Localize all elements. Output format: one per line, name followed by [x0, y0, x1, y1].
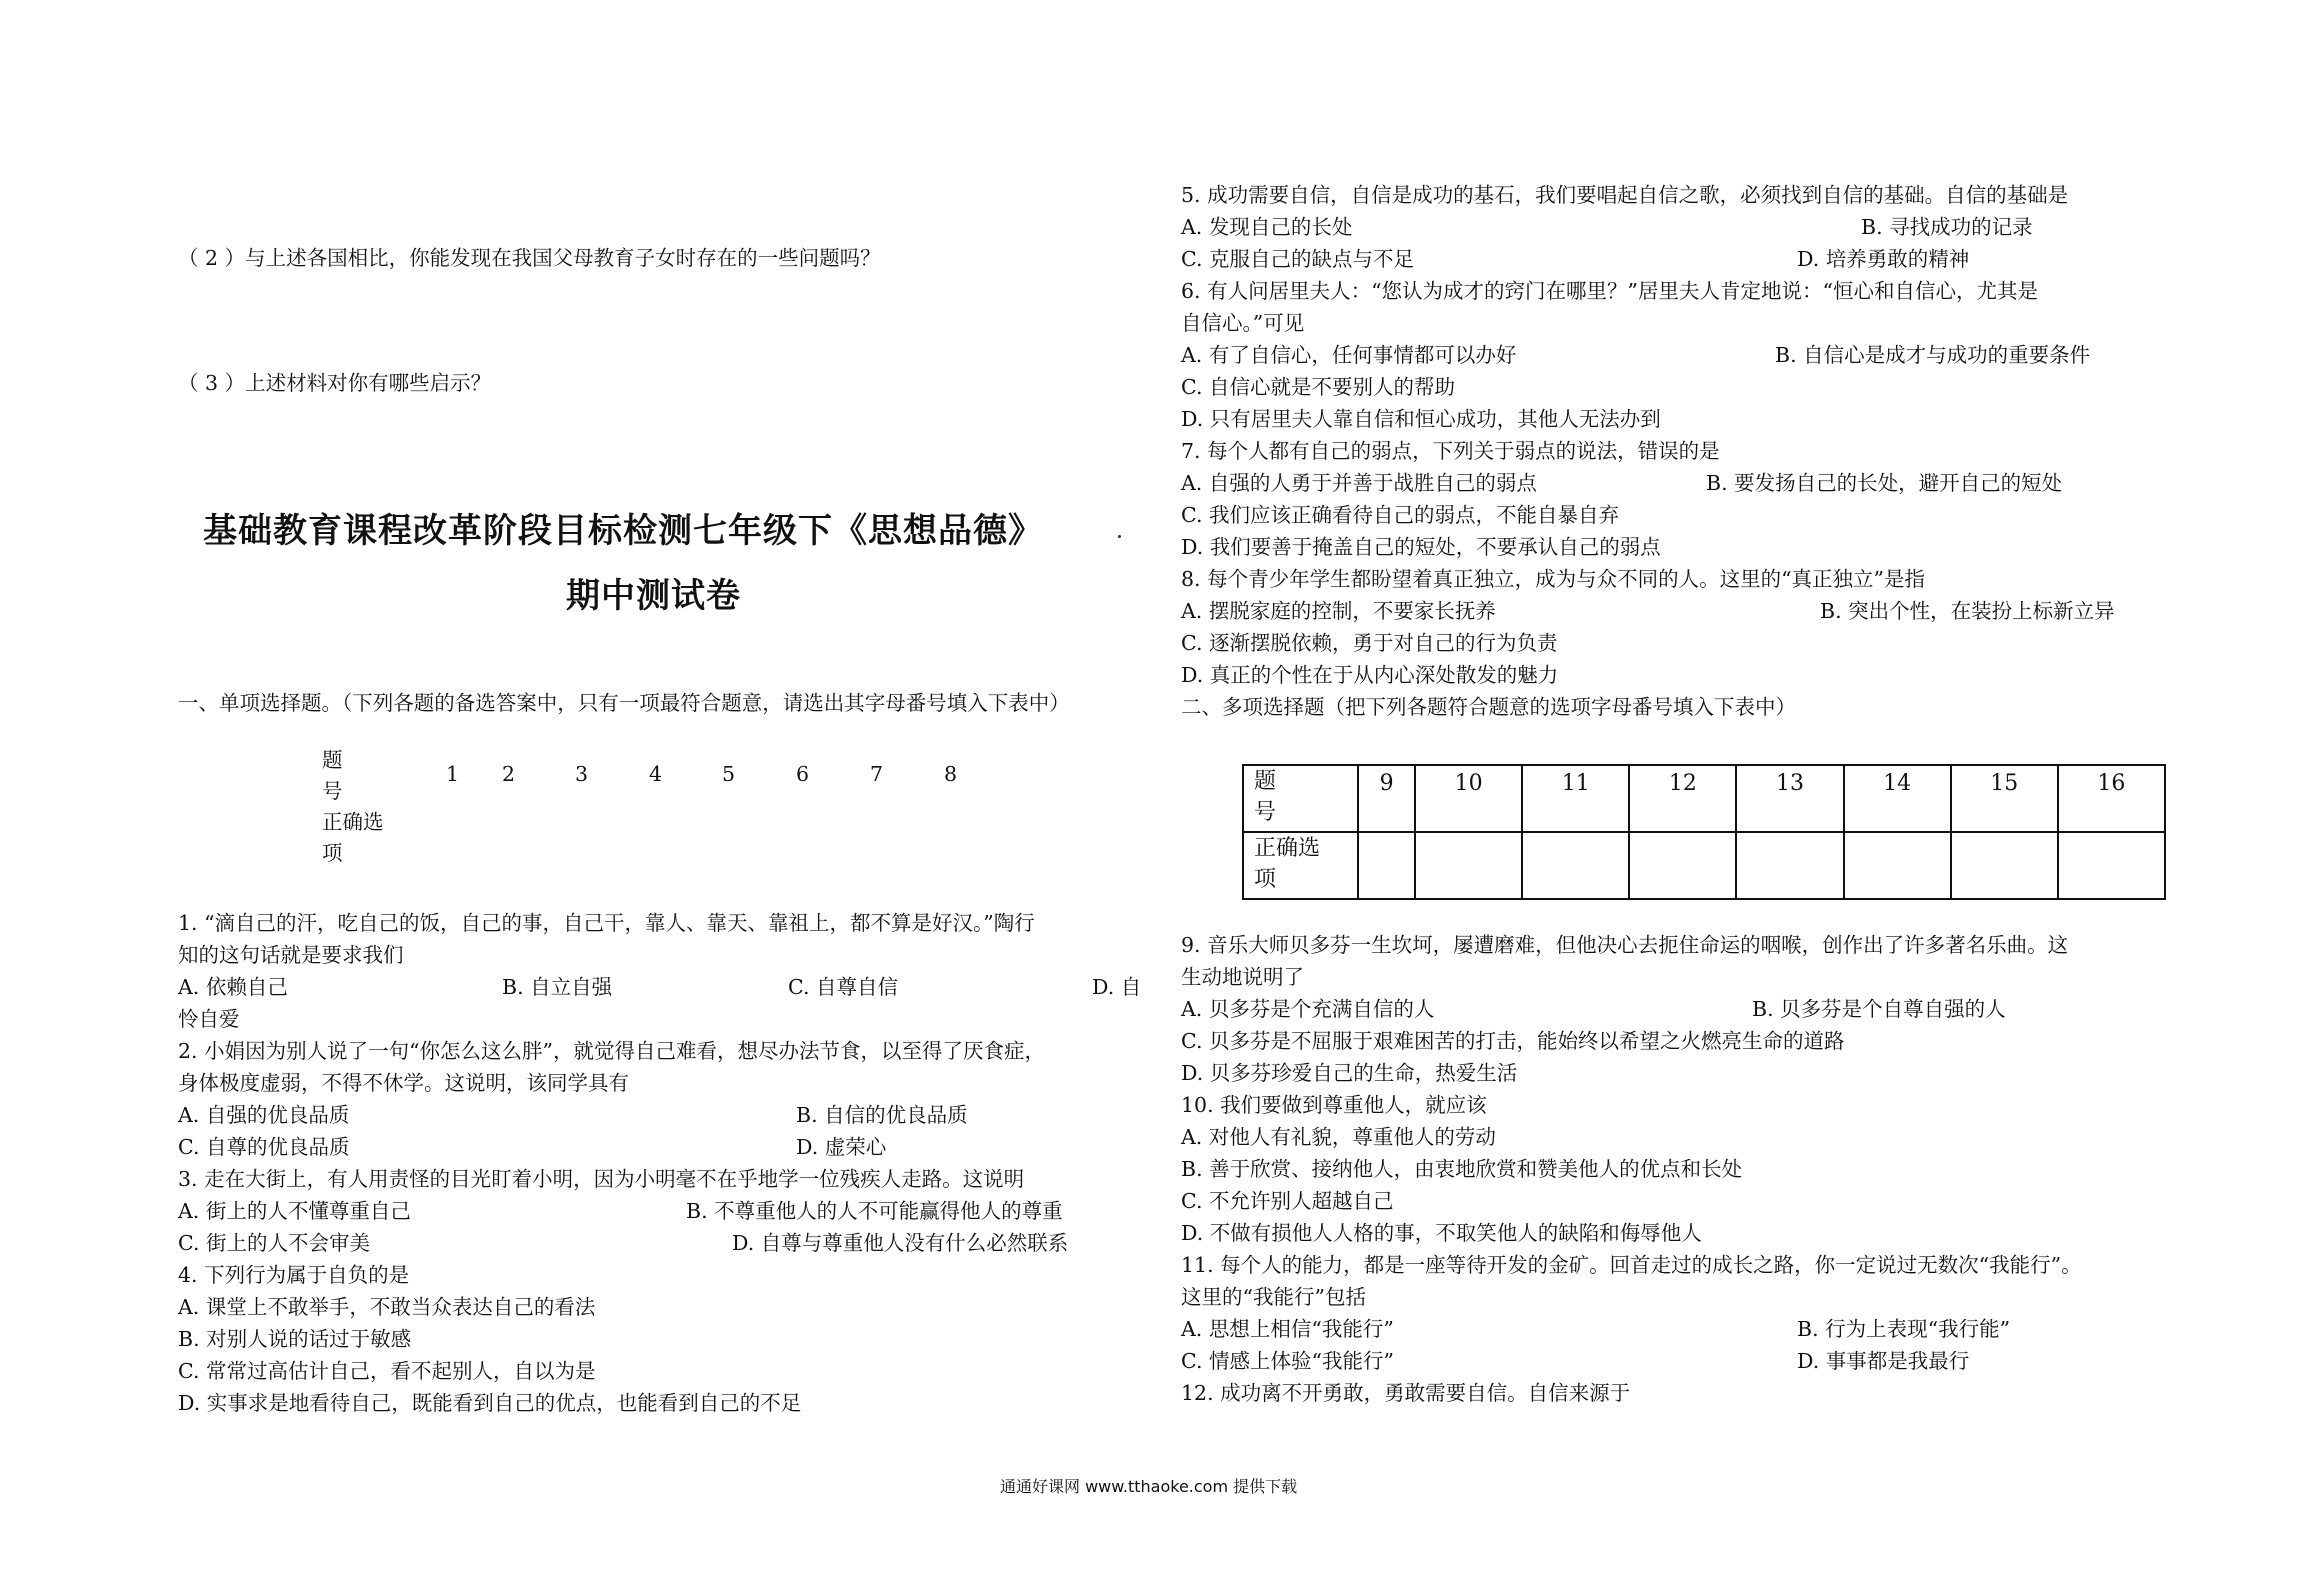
q3-option-a: A. 街上的人不懂尊重自己: [178, 1199, 411, 1223]
q10-option-a: A. 对他人有礼貌，尊重他人的劳动: [1181, 1125, 1496, 1149]
table-cell: 9: [1358, 765, 1415, 832]
q1-stem: 1. “滴自己的汗，吃自己的饭，自己的事，自己干，靠人、靠天、靠祖上，都不算是好汉。”陶行: [178, 911, 1035, 935]
page-subtitle: 期中测试卷: [566, 576, 741, 616]
q10-stem: 10. 我们要做到尊重他人，就应该: [1181, 1093, 1487, 1117]
q11-option-d: D. 事事都是我最行: [1797, 1349, 1970, 1373]
q11-option-a: A. 思想上相信“我能行”: [1181, 1317, 1394, 1341]
table-row-label: 项: [322, 841, 343, 865]
q9-option-d: D. 贝多芬珍爱自己的生命，热爱生活: [1181, 1061, 1518, 1085]
q9-stem: 生动地说明了: [1181, 965, 1304, 989]
q3-option-c: C. 街上的人不会审美: [178, 1231, 370, 1255]
q2-option-d: D. 虚荣心: [796, 1135, 887, 1159]
q1-stem: 知的这句话就是要求我们: [178, 943, 404, 967]
table-cell: 14: [1844, 765, 1951, 832]
q10-option-b: B. 善于欣赏、接纳他人，由衷地欣赏和赞美他人的优点和长处: [1181, 1157, 1743, 1181]
table-header-text: 号: [1254, 800, 1277, 825]
q12-stem: 12. 成功离不开勇敢，勇敢需要自信。自信来源于: [1181, 1381, 1631, 1405]
q11-stem: 11. 每个人的能力，都是一座等待开发的金矿。回首走过的成长之路，你一定说过无数次“我能行”。: [1181, 1253, 2082, 1277]
q5-option-c: C. 克服自己的缺点与不足: [1181, 247, 1414, 271]
q8-stem: 8. 每个青少年学生都盼望着真正独立，成为与众不同的人。这里的“真正独立”是指: [1181, 567, 1926, 591]
q11-option-b: B. 行为上表现“我行能”: [1797, 1317, 2011, 1341]
q4-option-d: D. 实事求是地看待自己，既能看到自己的优点，也能看到自己的不足: [178, 1391, 802, 1415]
q1-option-a: A. 依赖自己: [178, 975, 288, 999]
q3-stem: 3. 走在大街上，有人用责怪的目光盯着小明，因为小明毫不在乎地学一位残疾人走路。这说明: [178, 1167, 1025, 1191]
section-2-heading: 二、多项选择题（把下列各题符合题意的选项字母番号填入下表中）: [1181, 695, 1796, 719]
q1-option-b: B. 自立自强: [502, 975, 613, 999]
table-cell: 16: [2058, 765, 2165, 832]
q2-stem: 身体极度虚弱，不得不休学。这说明，该同学具有: [178, 1071, 629, 1095]
q7-option-b: B. 要发扬自己的长处，避开自己的短处: [1706, 471, 2063, 495]
q5-option-d: D. 培养勇敢的精神: [1797, 247, 1970, 271]
q6-option-c: C. 自信心就是不要别人的帮助: [1181, 375, 1455, 399]
table-header-text: 题: [1254, 769, 1277, 794]
q5-stem: 5. 成功需要自信，自信是成功的基石，我们要唱起自信之歌，必须找到自信的基础。自信的基础是: [1181, 183, 2069, 207]
table-cell: 2: [502, 762, 516, 786]
q2-option-a: A. 自强的优良品质: [178, 1103, 350, 1127]
q8-option-c: C. 逐渐摆脱依赖，勇于对自己的行为负责: [1181, 631, 1558, 655]
table-cell: 7: [870, 762, 884, 786]
table-cell: 13: [1736, 765, 1843, 832]
table-cell: 6: [796, 762, 810, 786]
q4-stem: 4. 下列行为属于自负的是: [178, 1263, 410, 1287]
answer-cell[interactable]: [2058, 832, 2165, 899]
q1-option-c: C. 自尊自信: [788, 975, 898, 999]
q2-option-c: C. 自尊的优良品质: [178, 1135, 350, 1159]
table-row-label: 正确选: [322, 810, 384, 834]
footer-source: 通通好课网 www.tthaoke.com 提供下载: [1000, 1477, 1298, 1496]
q9-option-c: C. 贝多芬是不屈服于艰难困苦的打击，能始终以希望之火燃亮生命的道路: [1181, 1029, 1845, 1053]
q7-option-c: C. 我们应该正确看待自己的弱点，不能自暴自弃: [1181, 503, 1619, 527]
q7-option-d: D. 我们要善于掩盖自己的短处，不要承认自己的弱点: [1181, 535, 1661, 559]
table-header-label: [1243, 765, 1358, 832]
table-row-text: 项: [1254, 867, 1277, 892]
answer-cell[interactable]: [1951, 832, 2058, 899]
answer-cell[interactable]: [1522, 832, 1629, 899]
table-row-text: 正确选: [1254, 836, 1321, 861]
table-cell: 11: [1522, 765, 1629, 832]
answer-cell[interactable]: [1415, 832, 1522, 899]
question-3-prompt: （ 3 ）上述材料对你有哪些启示？: [178, 371, 492, 395]
q1-option-d-cont: 怜自爱: [178, 1007, 240, 1031]
q6-option-d: D. 只有居里夫人靠自信和恒心成功，其他人无法办到: [1181, 407, 1661, 431]
table-cell: 8: [944, 762, 958, 786]
q4-option-c: C. 常常过高估计自己，看不起别人，自以为是: [178, 1359, 596, 1383]
q5-option-a: A. 发现自己的长处: [1181, 215, 1353, 239]
q3-option-b: B. 不尊重他人的人不可能赢得他人的尊重: [686, 1199, 1063, 1223]
table-cell: 1: [446, 762, 460, 786]
q8-option-d: D. 真正的个性在于从内心深处散发的魅力: [1181, 663, 1559, 687]
table-header-label: 号: [322, 779, 343, 803]
q9-option-a: A. 贝多芬是个充满自信的人: [1181, 997, 1435, 1021]
q5-option-b: B. 寻找成功的记录: [1861, 215, 2033, 239]
table-cell: 10: [1415, 765, 1522, 832]
q11-option-c: C. 情感上体验“我能行”: [1181, 1349, 1394, 1373]
table-cell: 3: [575, 762, 589, 786]
table-cell: 12: [1629, 765, 1736, 832]
question-2-prompt: （ 2 ）与上述各国相比，你能发现在我国父母教育子女时存在的一些问题吗？: [178, 246, 881, 270]
stray-mark: [1118, 535, 1121, 538]
q9-option-b: B. 贝多芬是个自尊自强的人: [1752, 997, 2006, 1021]
table-cell: 15: [1951, 765, 2058, 832]
table-cell: 5: [722, 762, 736, 786]
q6-stem: 6. 有人问居里夫人：“您认为成才的窍门在哪里？”居里夫人肯定地说：“恒心和自信心，尤其是: [1181, 279, 2039, 303]
q2-stem: 2. 小娟因为别人说了一句“你怎么这么胖”，就觉得自己难看，想尽办法节食，以至得了厌食症，: [178, 1039, 1046, 1063]
q10-option-d: D. 不做有损他人人格的事，不取笑他人的缺陷和侮辱他人: [1181, 1221, 1702, 1245]
section-1-heading: 一、单项选择题。（下列各题的备选答案中，只有一项最符合题意，请选出其字母番号填入下表中）: [178, 691, 1070, 715]
q7-option-a: A. 自强的人勇于并善于战胜自己的弱点: [1181, 471, 1537, 495]
table-row-label: [1243, 832, 1358, 899]
table-cell: 4: [649, 762, 663, 786]
q10-option-c: C. 不允许别人超越自己: [1181, 1189, 1394, 1213]
answer-cell[interactable]: [1736, 832, 1843, 899]
q3-option-d: D. 自尊与尊重他人没有什么必然联系: [732, 1231, 1069, 1255]
q8-option-a: A. 摆脱家庭的控制，不要家长抚养: [1181, 599, 1496, 623]
q6-option-a: A. 有了自信心，任何事情都可以办好: [1181, 343, 1517, 367]
q6-option-b: B. 自信心是成才与成功的重要条件: [1775, 343, 2091, 367]
table-header-label: 题: [322, 748, 343, 772]
answer-table-2: [1242, 764, 2166, 900]
q6-stem: 自信心。”可见: [1181, 311, 1305, 335]
q2-option-b: B. 自信的优良品质: [796, 1103, 968, 1127]
q11-stem: 这里的“我能行”包括: [1181, 1285, 1366, 1309]
q1-option-d: D. 自: [1092, 975, 1142, 999]
q4-option-a: A. 课堂上不敢举手，不敢当众表达自己的看法: [178, 1295, 596, 1319]
page-title: 基础教育课程改革阶段目标检测七年级下《思想品德》: [203, 511, 1043, 551]
q7-stem: 7. 每个人都有自己的弱点，下列关于弱点的说法，错误的是: [1181, 439, 1720, 463]
q8-option-b: B. 突出个性，在装扮上标新立异: [1820, 599, 2115, 623]
answer-cell[interactable]: [1629, 832, 1736, 899]
q4-option-b: B. 对别人说的话过于敏感: [178, 1327, 412, 1351]
q9-stem: 9. 音乐大师贝多芬一生坎坷，屡遭磨难，但他决心去扼住命运的咽喉，创作出了许多著名乐曲。这: [1181, 933, 2069, 957]
answer-cell[interactable]: [1844, 832, 1951, 899]
answer-cell[interactable]: [1358, 832, 1415, 899]
